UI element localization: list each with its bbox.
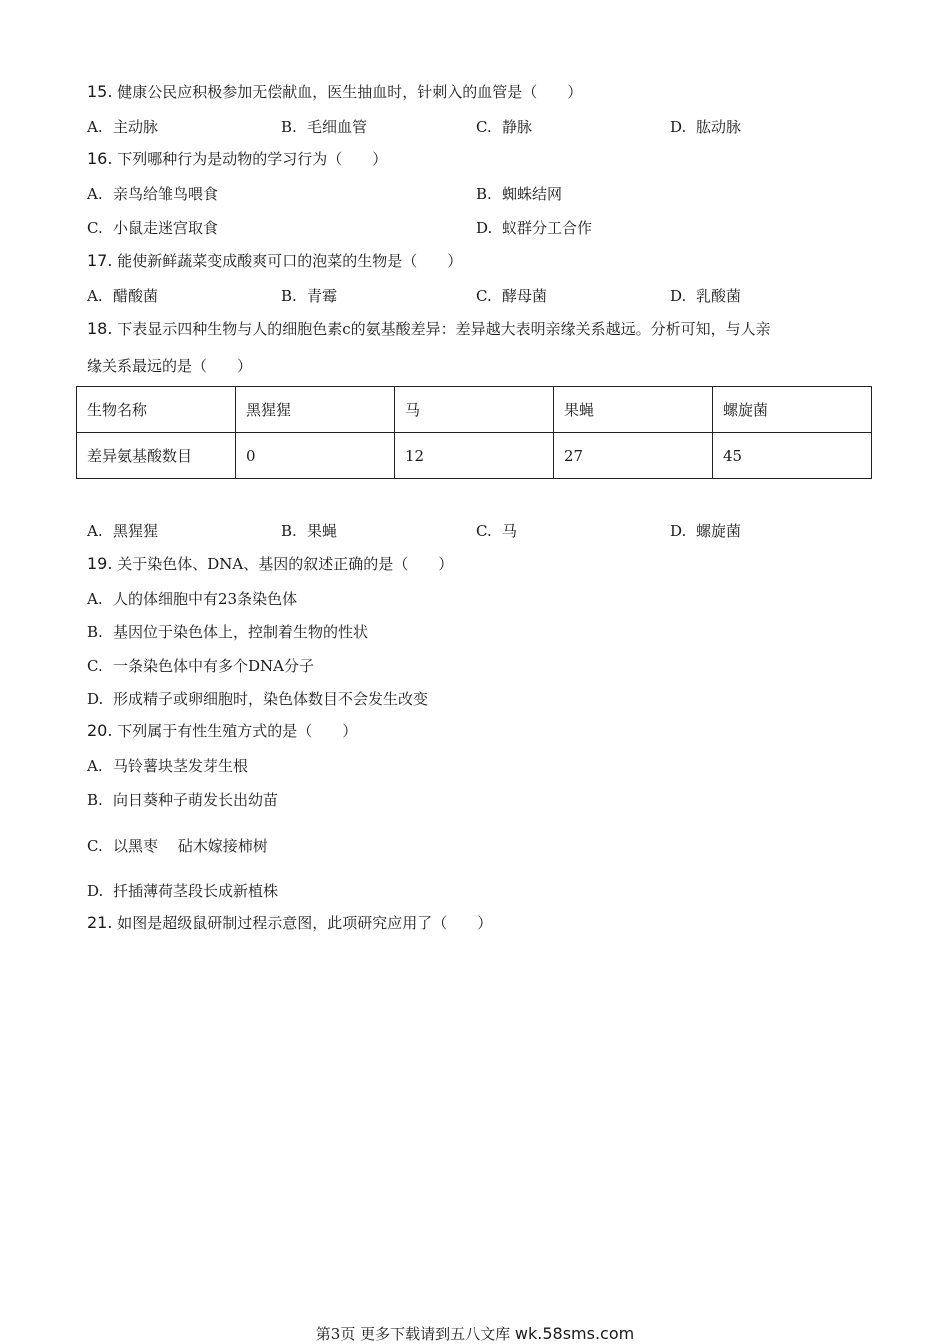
footer-text: 第3页 更多下载请到五八文库 [315,1325,511,1343]
table-cell: 果蝇 [554,387,713,433]
option-d: D. 形成精子或卵细胞时，染色体数目不会发生改变 [87,690,429,708]
option-c: C. 静脉 [476,118,533,136]
option-b: B. 果蝇 [281,522,338,540]
option-d: D. 蚁群分工合作 [476,219,593,237]
question-18-stem: 18. 下表显示四种生物与人的细胞色素c的氨基酸差异：差异越大表明亲缘关系越远。分析可知，与人亲 [87,319,771,338]
question-19-stem: 19. 关于染色体、DNA、基因的叙述正确的是（ ） [87,554,454,573]
option-d: D. 螺旋菌 [670,522,742,540]
page-footer [0,1323,950,1344]
table-cell: 27 [554,433,713,479]
table-cell: 螺旋菌 [713,387,872,433]
question-number: 20. [87,721,113,740]
question-number: 19. [87,554,113,573]
option-c: C. 一条染色体中有多个DNA分子 [87,657,314,675]
option-a: A. 黑猩猩 [87,522,159,540]
question-18-stem-continued: 缘关系最远的是（ ） [87,357,253,375]
question-15-stem: 15. 健康公民应积极参加无偿献血，医生抽血时，针刺入的血管是（ ） [87,82,583,101]
option-b: B. 向日葵种子萌发长出幼苗 [87,791,279,809]
option-d: D. 乳酸菌 [670,287,742,305]
option-b: B. 蜘蛛结网 [476,185,563,203]
table-cell: 0 [236,433,395,479]
option-a: A. 亲鸟给雏鸟喂食 [87,185,219,203]
option-a: A. 马铃薯块茎发芽生根 [87,757,249,775]
option-b: B. 青霉 [281,287,338,305]
option-d: D. 扦插薄荷茎段长成新植株 [87,882,279,900]
table-header-row [77,387,872,433]
table-cell: 45 [713,433,872,479]
question-21-stem: 21. 如图是超级鼠研制过程示意图，此项研究应用了（ ） [87,913,493,932]
question-17-stem: 17. 能使新鲜蔬菜变成酸爽可口的泡菜的生物是（ ） [87,251,463,270]
table-cell: 生物名称 [77,387,236,433]
table-cell: 12 [395,433,554,479]
option-c: C. 小鼠走迷宫取食 [87,219,219,237]
option-a: A. 醋酸菌 [87,287,159,305]
table-cell: 差异氨基酸数目 [77,433,236,479]
question-number: 16. [87,149,113,168]
option-b: B. 基因位于染色体上，控制着生物的性状 [87,623,369,641]
question-number: 21. [87,913,113,932]
question-20-stem: 20. 下列属于有性生殖方式的是（ ） [87,721,358,740]
footer-link[interactable]: wk.58sms.com [514,1324,635,1343]
table-row [77,433,872,479]
question-number: 15. [87,82,113,101]
amino-acid-difference-table [76,386,872,479]
option-a: A. 主动脉 [87,118,159,136]
option-c: C. 马 [476,522,518,540]
table-cell: 马 [395,387,554,433]
question-number: 17. [87,251,113,270]
question-16-stem: 16. 下列哪种行为是动物的学习行为（ ） [87,149,388,168]
option-c: C. 以黑枣 砧木嫁接柿树 [87,837,268,855]
table-cell: 黑猩猩 [236,387,395,433]
option-d: D. 肱动脉 [670,118,742,136]
option-c: C. 酵母菌 [476,287,548,305]
option-a: A. 人的体细胞中有23条染色体 [87,590,298,608]
question-number: 18. [87,319,113,338]
option-b: B. 毛细血管 [281,118,368,136]
